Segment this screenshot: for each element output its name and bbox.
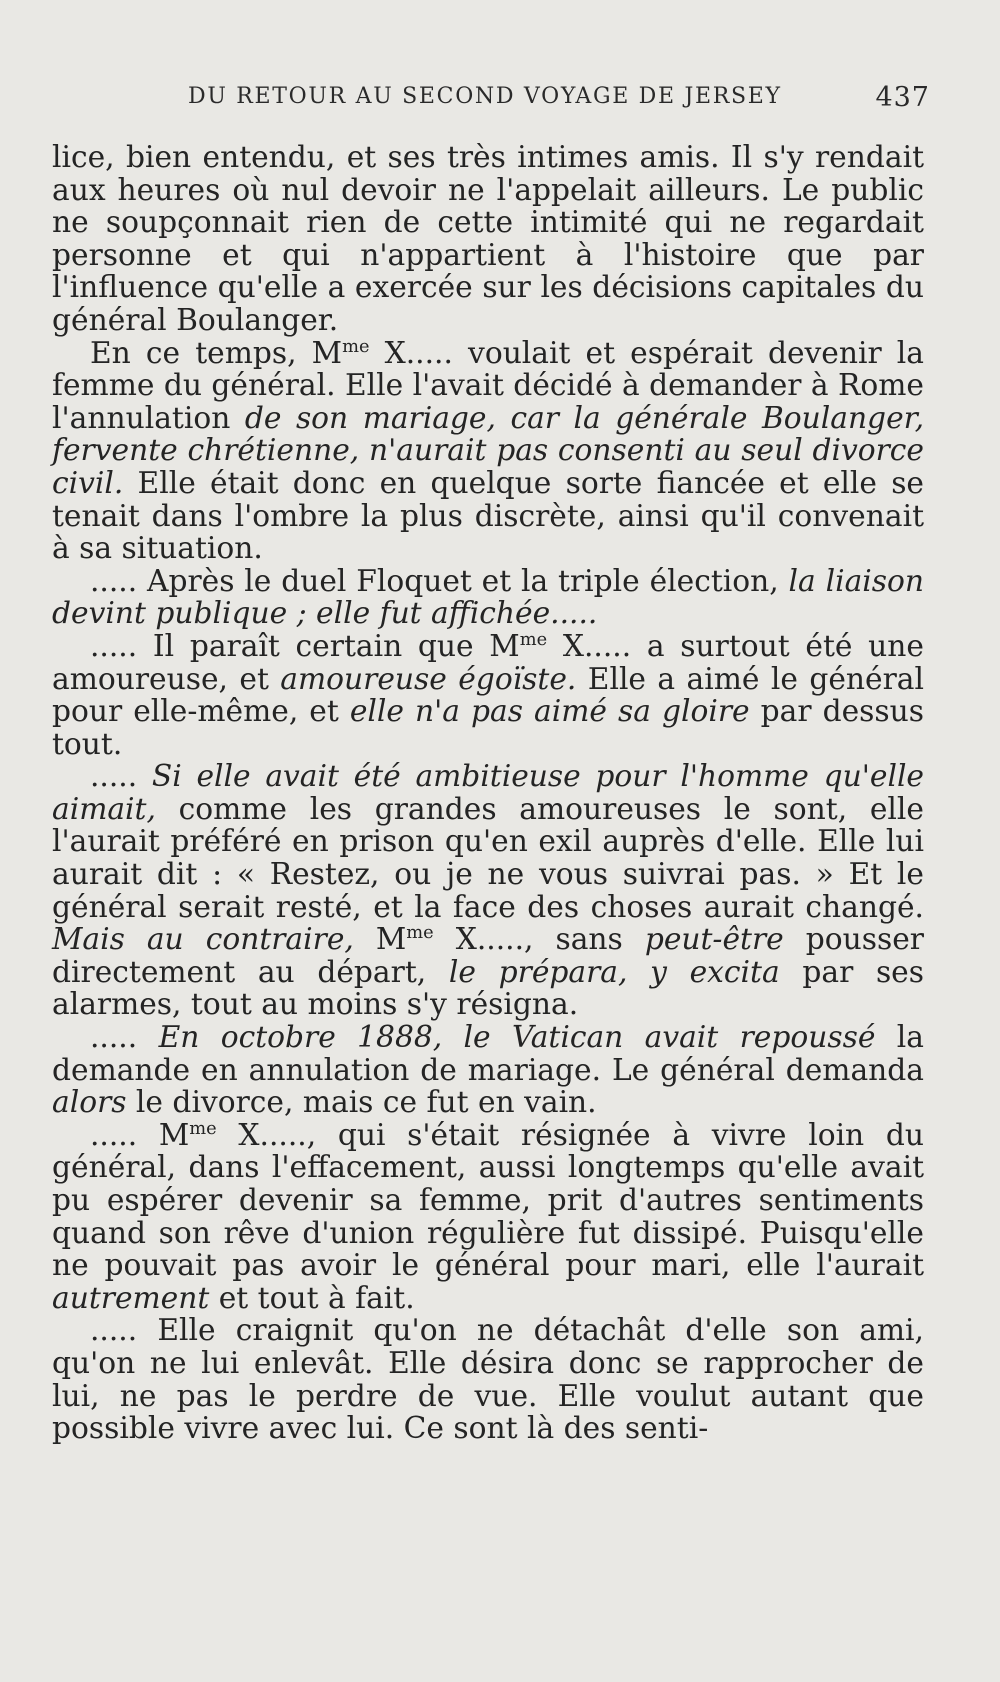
italic-text: la liaison devint publique ; elle fut affichée.....: [52, 563, 924, 632]
text-run: pousser directement au départ,: [52, 922, 924, 990]
paragraph: [52, 563, 924, 632]
italic-text: peut-être: [644, 922, 784, 958]
text-run: ..... Après le duel Floquet et la triple élection,: [90, 563, 789, 599]
text-run: comme les grandes amoureuses le sont, elle l'aurait préféré en prison qu'en exil auprès d'elle. Elle lui aurait dit : « Restez, ou je ne vous suivrai pas. » Et le général serait resté, et la face des choses aurait changé.: [52, 791, 924, 925]
text-run: par ses alarmes, tout au moins s'y résigna.: [52, 954, 924, 1023]
paragraph: [52, 335, 925, 567]
superscript-text: me: [406, 922, 434, 944]
paragraph: [52, 142, 924, 338]
superscript-text: me: [519, 629, 548, 651]
text-run: lice, bien entendu, et ses très intimes amis. Il s'y rendait aux heures où nul devoir ne l'appelait ailleurs. Le public ne soupçonnait rien de cette intimité qui ne regardait personne et qui n'appartient à l'histoire que par l'influence qu'elle a exercée sur les décisions capitales du général Boulanger.: [52, 140, 924, 338]
text-run: X....., sans: [433, 922, 645, 958]
superscript-text: me: [189, 1117, 217, 1139]
page-header: [0, 84, 1000, 124]
text-run: X..... voulait et espérait devenir la femme du général. Elle l'avait décidé à demander à Rome l'annulation: [52, 335, 924, 436]
text-run: Elle a aimé le général pour elle-même, et: [52, 661, 924, 730]
paragraph: [52, 628, 924, 762]
paragraph: [52, 1117, 924, 1316]
italic-text: amoureuse égoïste.: [280, 661, 577, 697]
italic-text: Si elle avait été ambitieuse pour l'homme qu'elle aimait,: [52, 759, 925, 827]
page-number: 437: [875, 82, 930, 113]
text-run: le divorce, mais ce fut en vain.: [126, 1085, 597, 1121]
italic-text: En octobre 1888, le Vatican avait repoussé: [158, 1020, 876, 1056]
text-run: M: [353, 922, 407, 958]
text-run: En ce temps, M: [90, 335, 343, 371]
text-run: ..... Elle craignit qu'on ne détachât d'elle son ami, qu'on ne lui enlevât. Elle désira donc se rapprocher de lui, ne pas le perdre de vue. Elle voulut autant que possible vivre avec lui. Ce sont là des senti-: [52, 1313, 924, 1447]
text-run: la demande en annulation de mariage. Le général demanda: [52, 1020, 924, 1088]
text-run: .....: [90, 1020, 159, 1056]
superscript-text: me: [342, 335, 370, 357]
text-run: Elle était donc en quelque sorte fiancée et elle se tenait dans l'ombre la plus discrète, ainsi qu'il convenait à sa situation.: [52, 465, 924, 567]
text-run: X..... a surtout été une amoureuse, et: [52, 628, 924, 697]
running-head: DU RETOUR AU SECOND VOYAGE DE JERSEY: [188, 84, 782, 109]
italic-text: de son mariage, car la générale Boulanger, fervente chrétienne, n'aurait pas consenti au seul divorce civil.: [52, 400, 925, 501]
text-run: ..... Il paraît certain que M: [90, 628, 520, 664]
italic-text: le prépara, y excita: [448, 954, 780, 990]
italic-text: alors: [52, 1085, 127, 1121]
body-text: [52, 142, 924, 1446]
text-run: X....., qui s'était résignée à vivre loin du général, dans l'effacement, aussi longtemps qu'elle avait pu espérer devenir sa femme, prit d'autres sentiments quand son rêve d'union régulière fut dissipé. Puisqu'elle ne pouvait pas avoir le général pour mari, elle l'aurait: [52, 1117, 924, 1284]
text-run: ..... M: [90, 1117, 190, 1153]
text-run: et tout à fait.: [209, 1280, 415, 1316]
italic-text: elle n'a pas aimé sa gloire: [349, 694, 750, 730]
paragraph: [52, 1022, 924, 1120]
paragraph: [52, 1315, 924, 1445]
text-run: .....: [90, 759, 152, 795]
italic-text: Mais au contraire,: [52, 922, 354, 958]
paragraph: [52, 761, 924, 1022]
italic-text: autrement: [52, 1280, 210, 1316]
text-run: par dessus tout.: [52, 694, 924, 762]
